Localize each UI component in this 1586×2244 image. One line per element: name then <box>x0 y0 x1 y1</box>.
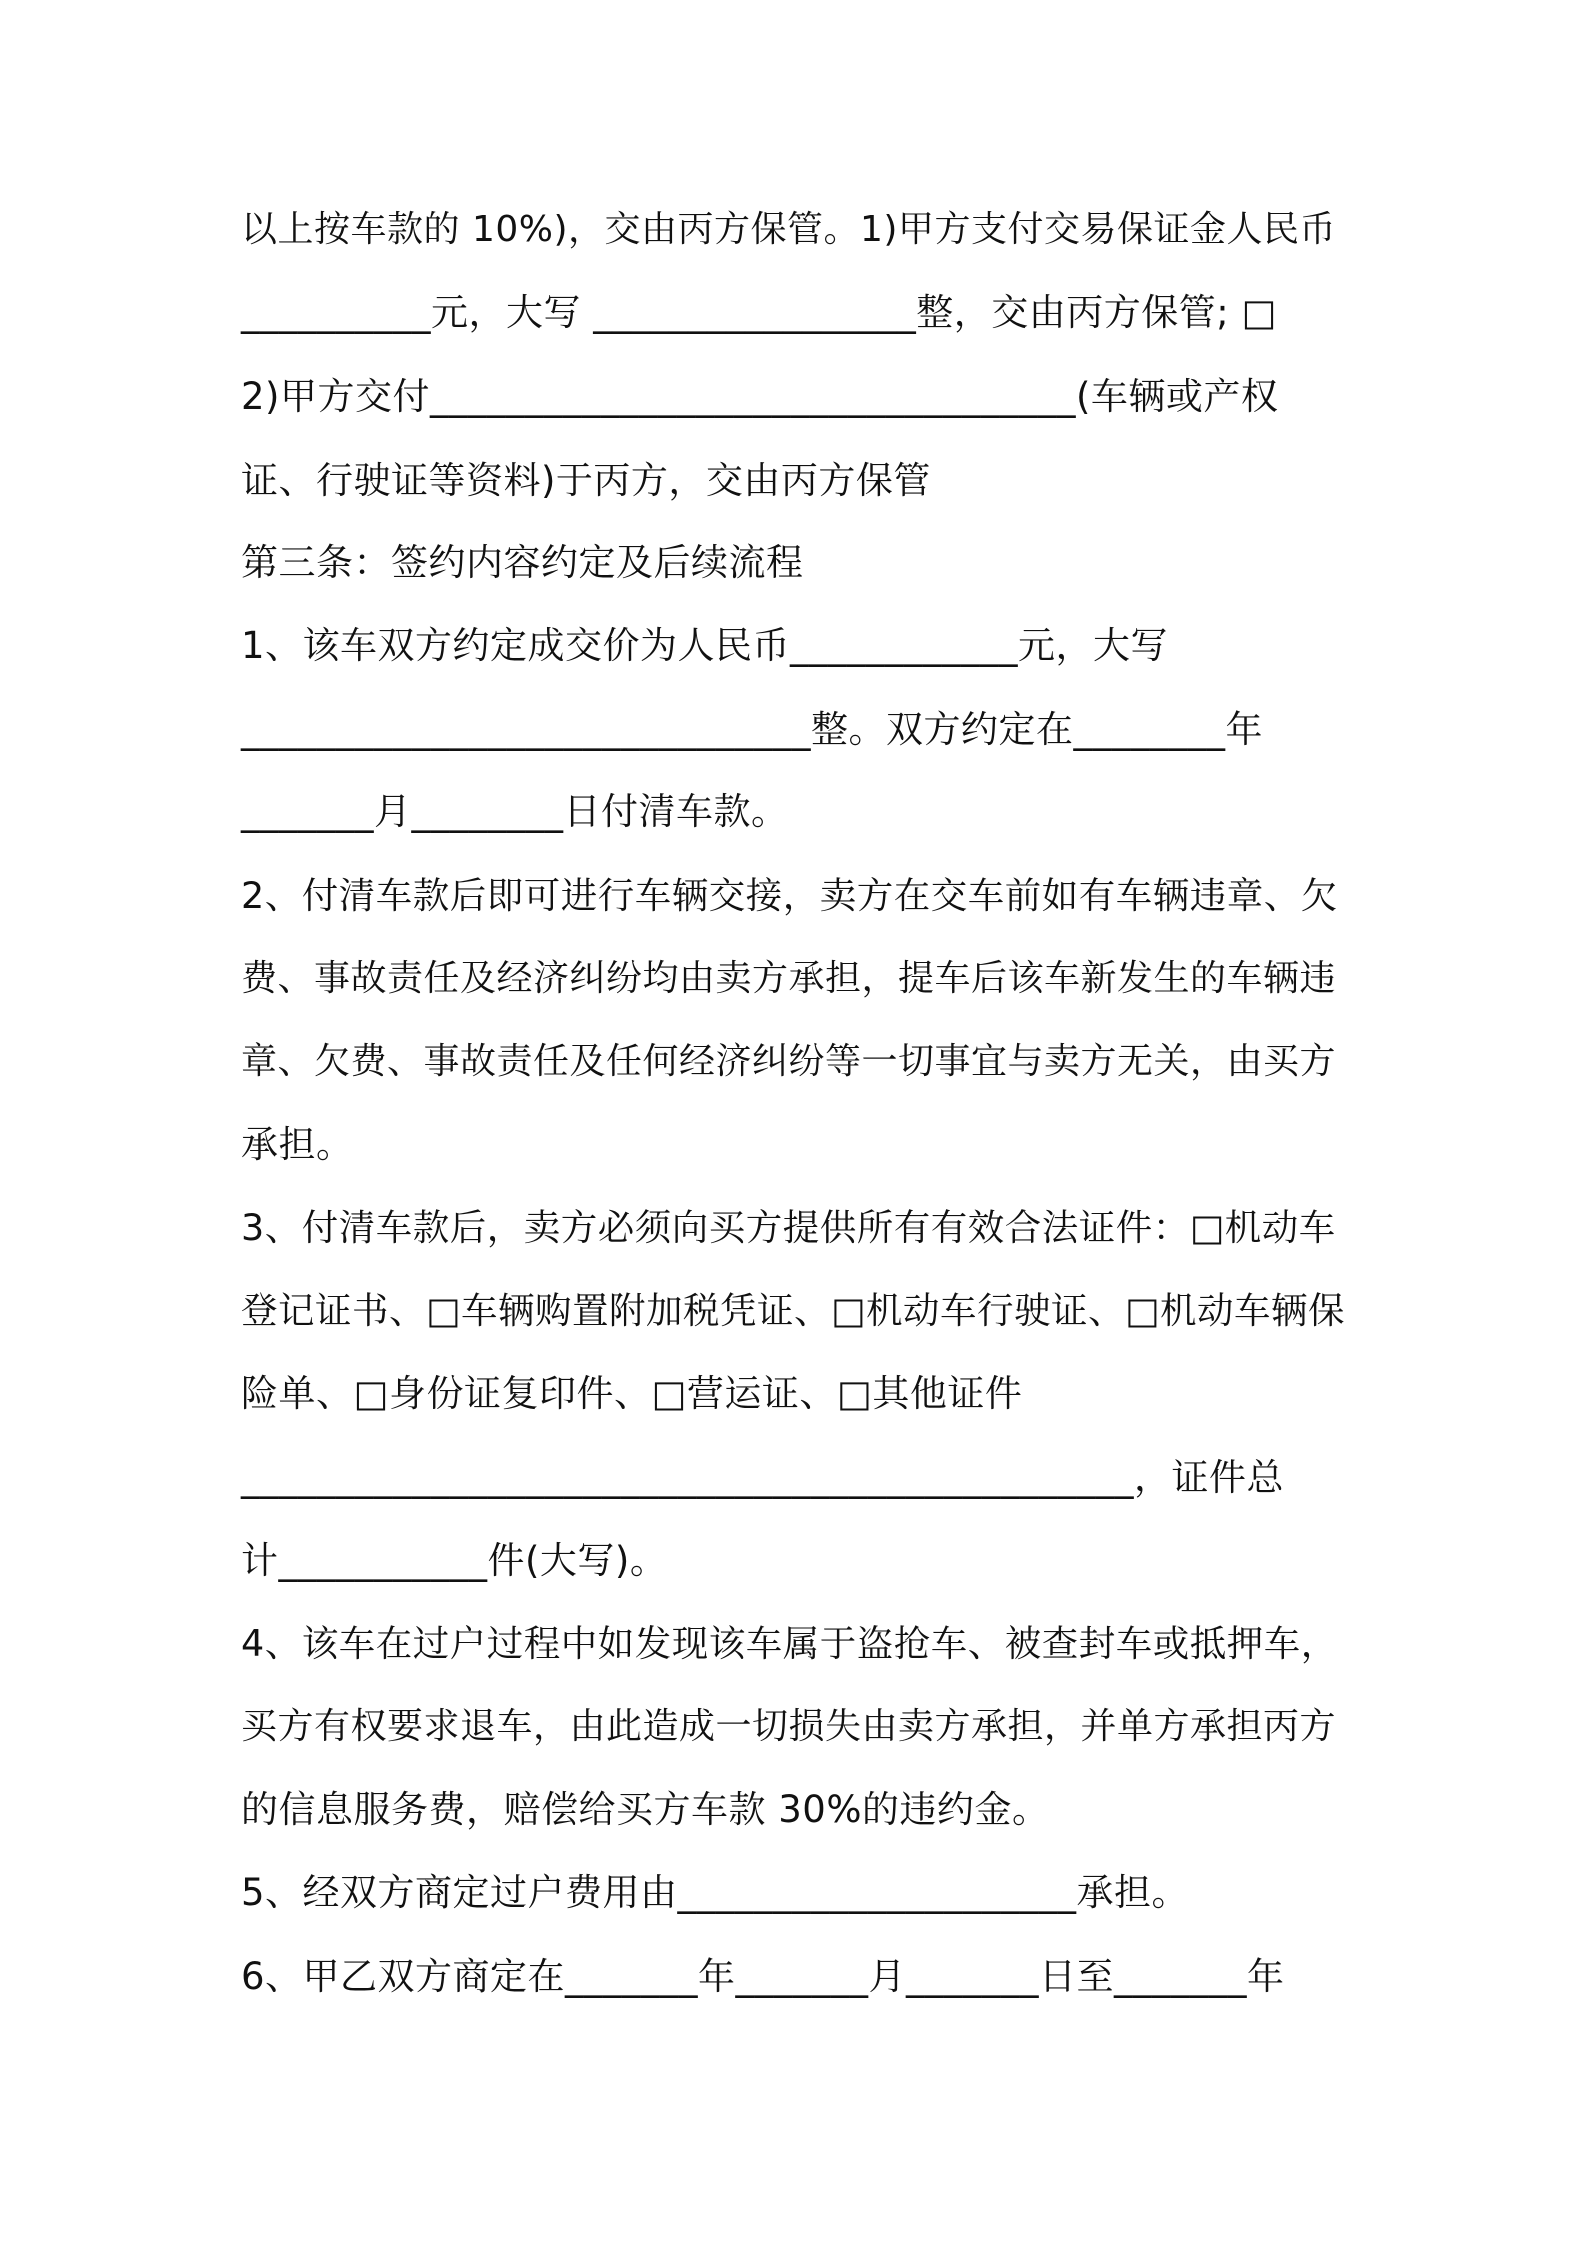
text-line: 证、行驶证等资料)于丙方，交由丙方保管 <box>241 459 931 502</box>
text-line: _______月________日付清车款。 <box>241 790 789 833</box>
text-line: 2、付清车款后即可进行车辆交接，卖方在交车前如有车辆违章、欠 <box>241 874 1338 917</box>
text-line: 登记证书、□车辆购置附加税凭证、□机动车行驶证、□机动车辆保 <box>241 1289 1345 1332</box>
text-line: 5、经双方商定过户费用由_____________________承担。 <box>241 1871 1190 1914</box>
text-line: 4、该车在过户过程中如发现该车属于盗抢车、被查封车或抵押车， <box>241 1622 1338 1665</box>
text-line: 以上按车款的 10%)，交由丙方保管。1)甲方支付交易保证金人民币 <box>241 209 1336 250</box>
text-line: _______________________________________________，证件总 <box>241 1456 1284 1499</box>
text-line: 6、甲乙双方商定在_______年_______月_______日至_______年 <box>241 1955 1285 1998</box>
text-line: 费、事故责任及经济纠纷均由卖方承担，提车后该车新发生的车辆违 <box>241 958 1337 999</box>
text-line: 险单、□身份证复印件、□营运证、□其他证件 <box>241 1372 1023 1415</box>
text-line: 计___________件(大写)。 <box>241 1539 668 1582</box>
text-line: 3、付清车款后，卖方必须向买方提供所有有效合法证件：□机动车 <box>241 1206 1336 1249</box>
text-line: 2)甲方交付__________________________________(车辆或产权 <box>241 375 1279 418</box>
text-line: 1、该车双方约定成交价为人民币____________元，大写 <box>241 624 1169 667</box>
text-line: ______________________________整。双方约定在________年 <box>241 708 1263 751</box>
text-line: __________元，大写 _________________整，交由丙方保管; □ <box>241 291 1277 334</box>
text-line: 买方有权要求退车，由此造成一切损失由卖方承担，并单方承担丙方 <box>241 1706 1337 1747</box>
text-line: 承担。 <box>241 1123 354 1166</box>
text-line: 章、欠费、事故责任及任何经济纠纷等一切事宜与卖方无关，由买方 <box>241 1041 1337 1082</box>
text-line: 的信息服务费，赔偿给买方车款 30%的违约金。 <box>241 1788 1050 1831</box>
section-heading: 第三条：签约内容约定及后续流程 <box>241 541 804 584</box>
